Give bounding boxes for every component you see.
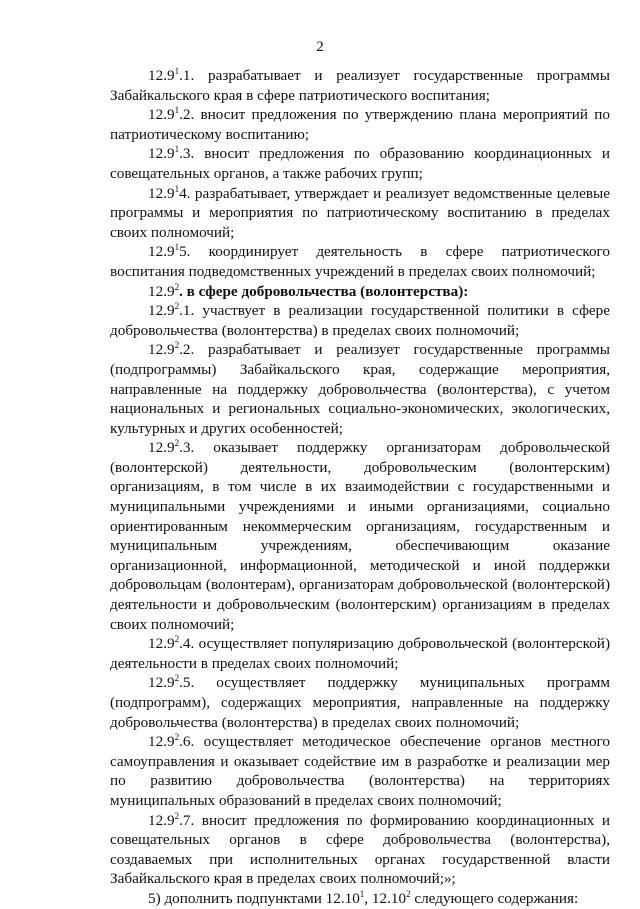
paragraph-text: .7. вносит предложения по формированию координационных и совещательных органов в сфере добровольчества (волонтерства), создаваемых при исполнительных органах государственной власти Забайкальского края в пределах своих полномочий;»; — [110, 811, 610, 888]
paragraph-text: .1. разрабатывает и реализует государственные программы Забайкальского края в сфере патриотического воспитания; — [110, 67, 610, 104]
document-body — [110, 66, 610, 909]
item-number: 12.9 — [148, 67, 175, 84]
item-number: 12.9 — [148, 811, 175, 829]
item-number-sup: 1 — [174, 105, 180, 116]
item-number: 12.9 — [148, 106, 175, 124]
paragraph-item-5 — [110, 889, 610, 909]
paragraph-text: .1. участвует в реализации государственной политики в сфере добровольчества (волонтерства) в пределах своих полномочий; — [110, 302, 610, 339]
item-number: 12.9 — [148, 302, 175, 320]
paragraph-text: .3. вносит предложения по образованию координационных и совещательных органов, а также рабочих групп; — [110, 145, 610, 182]
item-number-sup: 1 — [174, 144, 180, 155]
paragraph-text: .4. осуществляет популяризацию добровольческой (волонтерской) деятельности в пределах своих полномочий; — [110, 635, 610, 672]
paragraph-text: .5. осуществляет поддержку муниципальных программ (подпрограмм), содержащих мероприятия, направленные на поддержку добровольчества (волонтерства) в пределах своих полномочий; — [110, 674, 610, 731]
item-number: 12.9 — [148, 439, 175, 457]
paragraph-text: 5. координирует деятельность в сфере патриотического воспитания подведомственных учреждений в пределах своих полномочий; — [110, 243, 610, 280]
item-number-sup: 2 — [174, 281, 180, 292]
item-number-sup: 2 — [174, 732, 180, 743]
item-number-sup: 2 — [406, 888, 411, 899]
paragraph-12-9-1-1 — [110, 66, 610, 105]
item-number: 12.9 — [148, 733, 175, 751]
item-number: 12.9 — [148, 635, 175, 653]
item-number-sup: 2 — [174, 810, 180, 821]
item-number: 12.9 — [148, 145, 175, 163]
item-number-sup: 2 — [174, 673, 180, 684]
paragraph-12-9-2-2 — [110, 340, 610, 438]
item-number-sup: 1 — [174, 66, 180, 76]
paragraph-12-9-1-5 — [110, 242, 610, 281]
item-number: 12.9 — [148, 341, 175, 359]
paragraph-text: , 12.10 — [364, 889, 407, 907]
paragraph-text: .3. оказывает поддержку организаторам добровольческой (волонтерской) деятельности, добровольческим (волонтерским) организациям, в том числе в их взаимодействии с государственными и муниципальными учреждениями и иными организациями, социально ориентированным некоммерческим организациям, государственным и муниципальным учреждениям, обеспечивающим оказание организационной, информационной, методической и иной поддержки добровольцам (волонтерам), организаторам добровольческой (волонтерской) деятельности и добровольческим (волонтерским) организациям в пределах своих полномочий; — [110, 439, 610, 633]
item-number-sup: 2 — [174, 634, 180, 645]
paragraph-text: следующего содержания: — [410, 889, 579, 907]
paragraph-text: 4. разрабатывает, утверждает и реализует ведомственные целевые программы и мероприятия по патриотическому воспитанию в пределах своих полномочий; — [110, 184, 610, 241]
paragraph-12-9-2-6 — [110, 732, 610, 810]
item-number-sup: 1 — [174, 183, 180, 194]
item-number: 12.9 — [148, 282, 175, 300]
paragraph-12-9-2-4 — [110, 634, 610, 673]
item-number-sup: 1 — [174, 242, 180, 253]
item-number: 12.9 — [148, 674, 175, 692]
paragraph-text: .2. вносит предложения по утверждению плана мероприятий по патриотическому воспитанию; — [110, 106, 610, 143]
item-number-sup: 1 — [359, 888, 365, 899]
paragraph-12-9-1-3 — [110, 144, 610, 183]
paragraph-12-9-1-4 — [110, 184, 610, 243]
item-number-sup: 2 — [174, 438, 180, 449]
section-heading-12-9-2 — [110, 282, 610, 302]
item-number-sup: 2 — [174, 301, 180, 312]
item-number-sup: 2 — [174, 340, 180, 351]
paragraph-text: 5) дополнить подпунктами 12.10 — [148, 889, 360, 907]
paragraph-12-9-1-2 — [110, 105, 610, 144]
page-number: 2 — [316, 39, 324, 55]
paragraph-text: .6. осуществляет методическое обеспечение органов местного самоуправления и оказывает содействие им в разработке и реализации мер по развитию добровольчества (волонтерства) на территориях муниципальных образований в пределах своих полномочий; — [110, 733, 610, 809]
item-number: 12.9 — [148, 243, 175, 261]
paragraph-12-9-2-7 — [110, 811, 610, 889]
section-heading-text: . в сфере добровольчества (волонтерства): — [179, 282, 469, 300]
item-number: 12.9 — [148, 184, 175, 202]
paragraph-12-9-2-5 — [110, 673, 610, 732]
paragraph-12-9-2-3 — [110, 438, 610, 634]
paragraph-text: .2. разрабатывает и реализует государственные программы (подпрограммы) Забайкальского края, содержащие мероприятия, направленные на поддержку добровольчества (волонтерства), с учетом национальных и региональных социально-экономических, экологических, культурных и других особенностей; — [110, 341, 610, 437]
paragraph-12-9-2-1 — [110, 301, 610, 340]
